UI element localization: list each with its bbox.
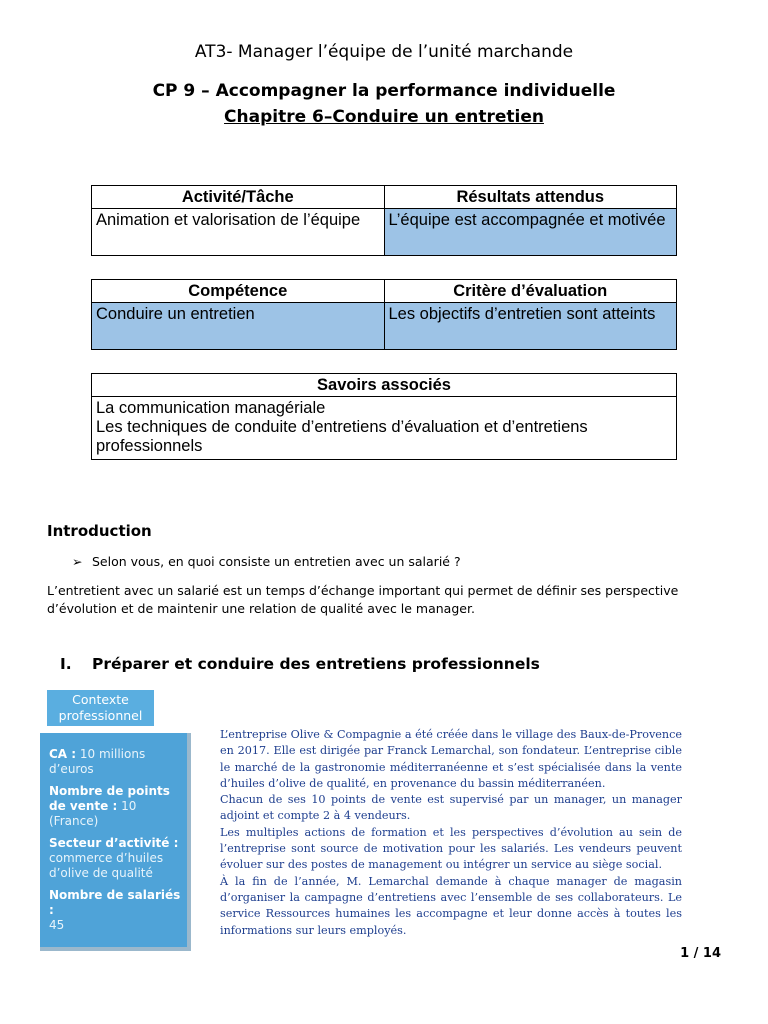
knowledge-header: Savoirs associés bbox=[92, 374, 677, 397]
story-paragraph-3: Les multiples actions de formation et les perspectives d’évolution au sein de l’entreprise sont source de motivation pour les salariés. Les vendeurs peuvent évoluer sur des postes de management ou intégrer un service au siège social. bbox=[220, 825, 682, 872]
context-badge-line-2: professionnel bbox=[58, 708, 143, 723]
activity-table bbox=[91, 185, 677, 256]
activity-header: Activité/Tâche bbox=[92, 186, 385, 209]
context-sector bbox=[49, 836, 181, 881]
context-badge-line-1: Contexte bbox=[72, 692, 129, 707]
sector-value: commerce d’huiles d’olive de qualité bbox=[49, 851, 164, 880]
introduction-heading: Introduction bbox=[47, 522, 152, 540]
story-paragraph-1: L’entreprise Olive & Compagnie a été créée dans le village des Baux-de-Provence en 2017. Elle est dirigée par Franck Lemarchal, son fondateur. L’entreprise cible le marché de la gastronomie méditerranéenne et s’est spécialisée dans la vente d’huiles d’olive de qualité, en provenance du bassin méditerranéen. bbox=[220, 728, 682, 790]
document-title: AT3- Manager l’équipe de l’unité marchande bbox=[194, 42, 574, 62]
activity-cell: Animation et valorisation de l’équipe bbox=[92, 209, 385, 256]
points-label: Nombre de points de vente : bbox=[49, 784, 170, 813]
knowledge-line-1: La communication managériale bbox=[96, 399, 326, 417]
document-subtitle: CP 9 – Accompagner la performance individuelle bbox=[152, 81, 616, 101]
arrow-bullet-icon: ➢ bbox=[72, 554, 83, 569]
competence-table bbox=[91, 279, 677, 350]
competence-header: Compétence bbox=[92, 280, 385, 303]
story-paragraph-2: Chacun de ses 10 points de vente est supervisé par un manager, un manager adjoint et compte 2 à 4 vendeurs. bbox=[220, 793, 682, 823]
knowledge-cell bbox=[92, 397, 677, 460]
knowledge-table bbox=[91, 373, 677, 460]
criteria-header: Critère d’évaluation bbox=[384, 280, 677, 303]
context-points bbox=[49, 784, 181, 829]
ca-label: CA : bbox=[49, 747, 77, 761]
page-number: 1 / 14 bbox=[680, 946, 721, 961]
points-value: 10 (France) bbox=[49, 799, 137, 828]
story-paragraph-4: À la fin de l’année, M. Lemarchal demande à chaque manager de magasin d’organiser la campagne d’entretiens avec l’ensemble de ses collaborateurs. Le service Ressources humaines les accompagne et leur donne accès à toutes les informations sur leurs employés. bbox=[220, 874, 682, 937]
sector-label: Secteur d’activité : bbox=[49, 836, 179, 850]
section-heading bbox=[60, 655, 540, 673]
results-header: Résultats attendus bbox=[384, 186, 677, 209]
context-ca bbox=[49, 747, 181, 777]
context-badge bbox=[47, 690, 154, 726]
employees-label: Nombre de salariés : bbox=[49, 888, 181, 917]
employees-value: 45 bbox=[49, 918, 65, 932]
competence-cell: Conduire un entretien bbox=[92, 303, 385, 350]
context-employees bbox=[49, 888, 181, 933]
question-text: Selon vous, en quoi consiste un entretien avec un salarié ? bbox=[92, 554, 461, 569]
section-title: Préparer et conduire des entretiens professionnels bbox=[92, 655, 540, 673]
ca-value: 10 millions d’euros bbox=[49, 747, 146, 776]
context-panel bbox=[40, 733, 191, 951]
introduction-paragraph: L’entretient avec un salarié est un temps d’échange important qui permet de définir ses perspective d’évolution et de maintenir une relation de qualité avec le manager. bbox=[47, 583, 679, 616]
chapter-title: Chapitre 6–Conduire un entretien bbox=[224, 107, 544, 127]
section-number: I. bbox=[60, 655, 72, 673]
question-bullet bbox=[72, 554, 461, 569]
knowledge-line-2: Les techniques de conduite d’entretiens d’évaluation et d’entretiens professionnels bbox=[96, 418, 588, 455]
criteria-cell: Les objectifs d’entretien sont atteints bbox=[384, 303, 677, 350]
context-story bbox=[220, 727, 682, 939]
results-cell: L’équipe est accompagnée et motivée bbox=[384, 209, 677, 256]
